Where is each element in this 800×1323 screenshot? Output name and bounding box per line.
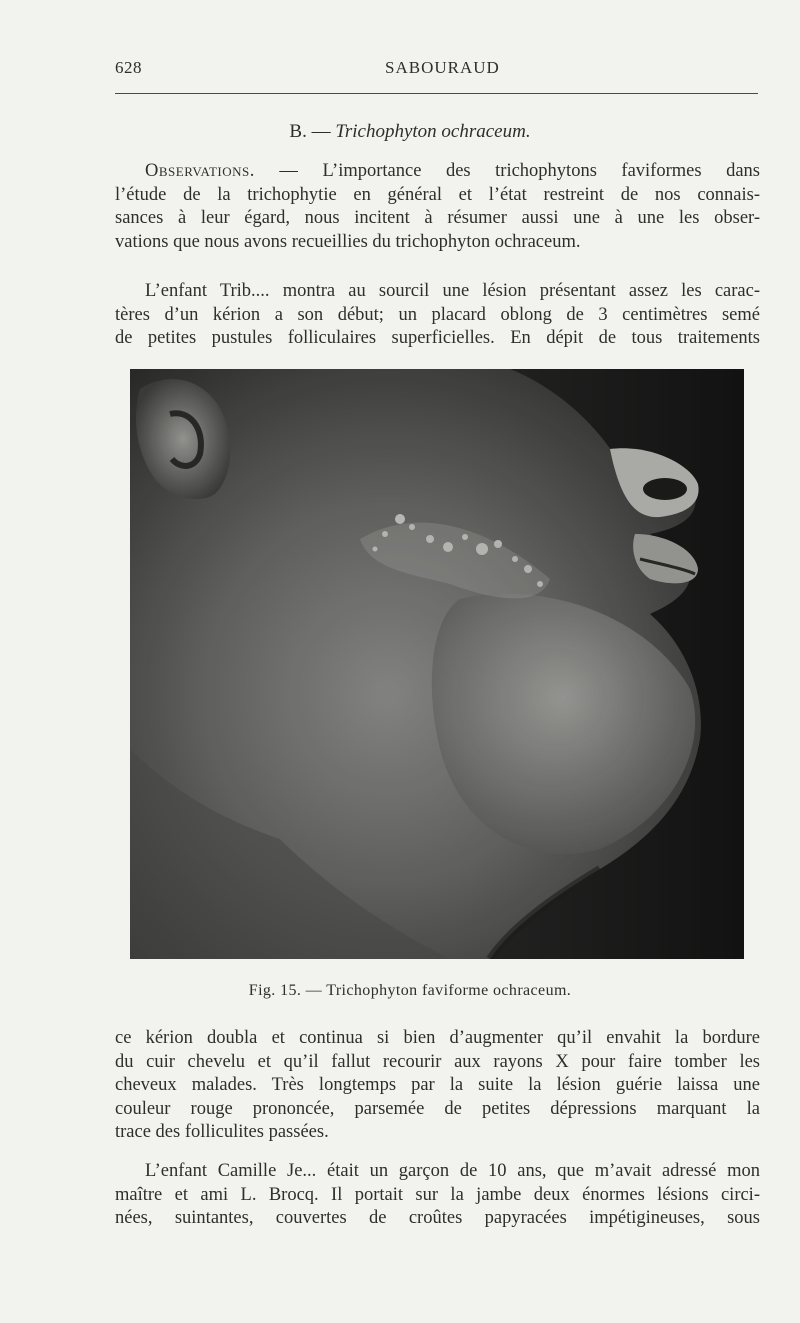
paragraph-line: du cuir chevelu et qu’il fallut recourir aux rayons X pour faire tomber les <box>115 1051 760 1072</box>
figure-caption: Fig. 15. — Trichophyton faviforme ochraceum. <box>248 982 572 999</box>
paragraph-observations <box>115 160 760 254</box>
paragraph-line: sances à leur égard, nous incitent à résumer aussi une à une les obser- <box>115 208 760 228</box>
paragraph-trib <box>115 280 760 351</box>
paragraph-line: nées, suintantes, couvertes de croûtes papyracées impétigineuses, sous <box>115 1208 760 1228</box>
paragraph-line: cheveux malades. Très longtemps par la suite la lésion guérie laissa une <box>115 1075 760 1095</box>
figure-photograph <box>130 369 744 959</box>
section-letter: B. — <box>289 121 331 142</box>
paragraph-line: ce kérion doubla et continua si bien d’augmenter qu’il envahit la bordure <box>115 1028 760 1048</box>
paragraph-line: L’enfant Camille Je... était un garçon de 10 ans, que m’avait adressé mon <box>145 1161 760 1181</box>
paragraph-line: Observations. — L’importance des trichophytons faviformes dans <box>145 161 760 181</box>
paragraph-line: couleur rouge prononcée, parsemée de petites dépressions marquant la <box>115 1098 760 1119</box>
face-photograph-illustration <box>130 369 744 959</box>
observations-lead: Observations. <box>145 161 255 181</box>
section-heading <box>0 121 800 143</box>
paragraph-camille <box>115 1160 760 1231</box>
paragraph-line: L’enfant Trib.... montra au sourcil une lésion présentant assez les carac- <box>145 281 760 301</box>
paragraph-line: l’étude de la trichophytie en général et l’état restreint de nos connais- <box>115 184 760 205</box>
paragraph-line: de petites pustules folliculaires superficielles. En dépit de tous traitements <box>115 328 760 348</box>
paragraph-kerion <box>115 1027 760 1145</box>
page-header <box>115 52 758 82</box>
paragraph-line: vations que nous avons recueillies du trichophyton ochraceum. <box>115 231 581 252</box>
page-number: 628 <box>115 58 142 77</box>
header-rule <box>115 93 758 94</box>
running-head: SABOURAUD <box>385 58 500 77</box>
section-title: Trichophyton ochraceum. <box>335 121 531 142</box>
paragraph-line: tères d’un kérion a son début; un placard oblong de 3 centimètres semé <box>115 304 760 325</box>
paragraph-line: trace des folliculites passées. <box>115 1122 329 1142</box>
paragraph-line: maître et ami L. Brocq. Il portait sur la jambe deux énormes lésions circi- <box>115 1184 760 1205</box>
